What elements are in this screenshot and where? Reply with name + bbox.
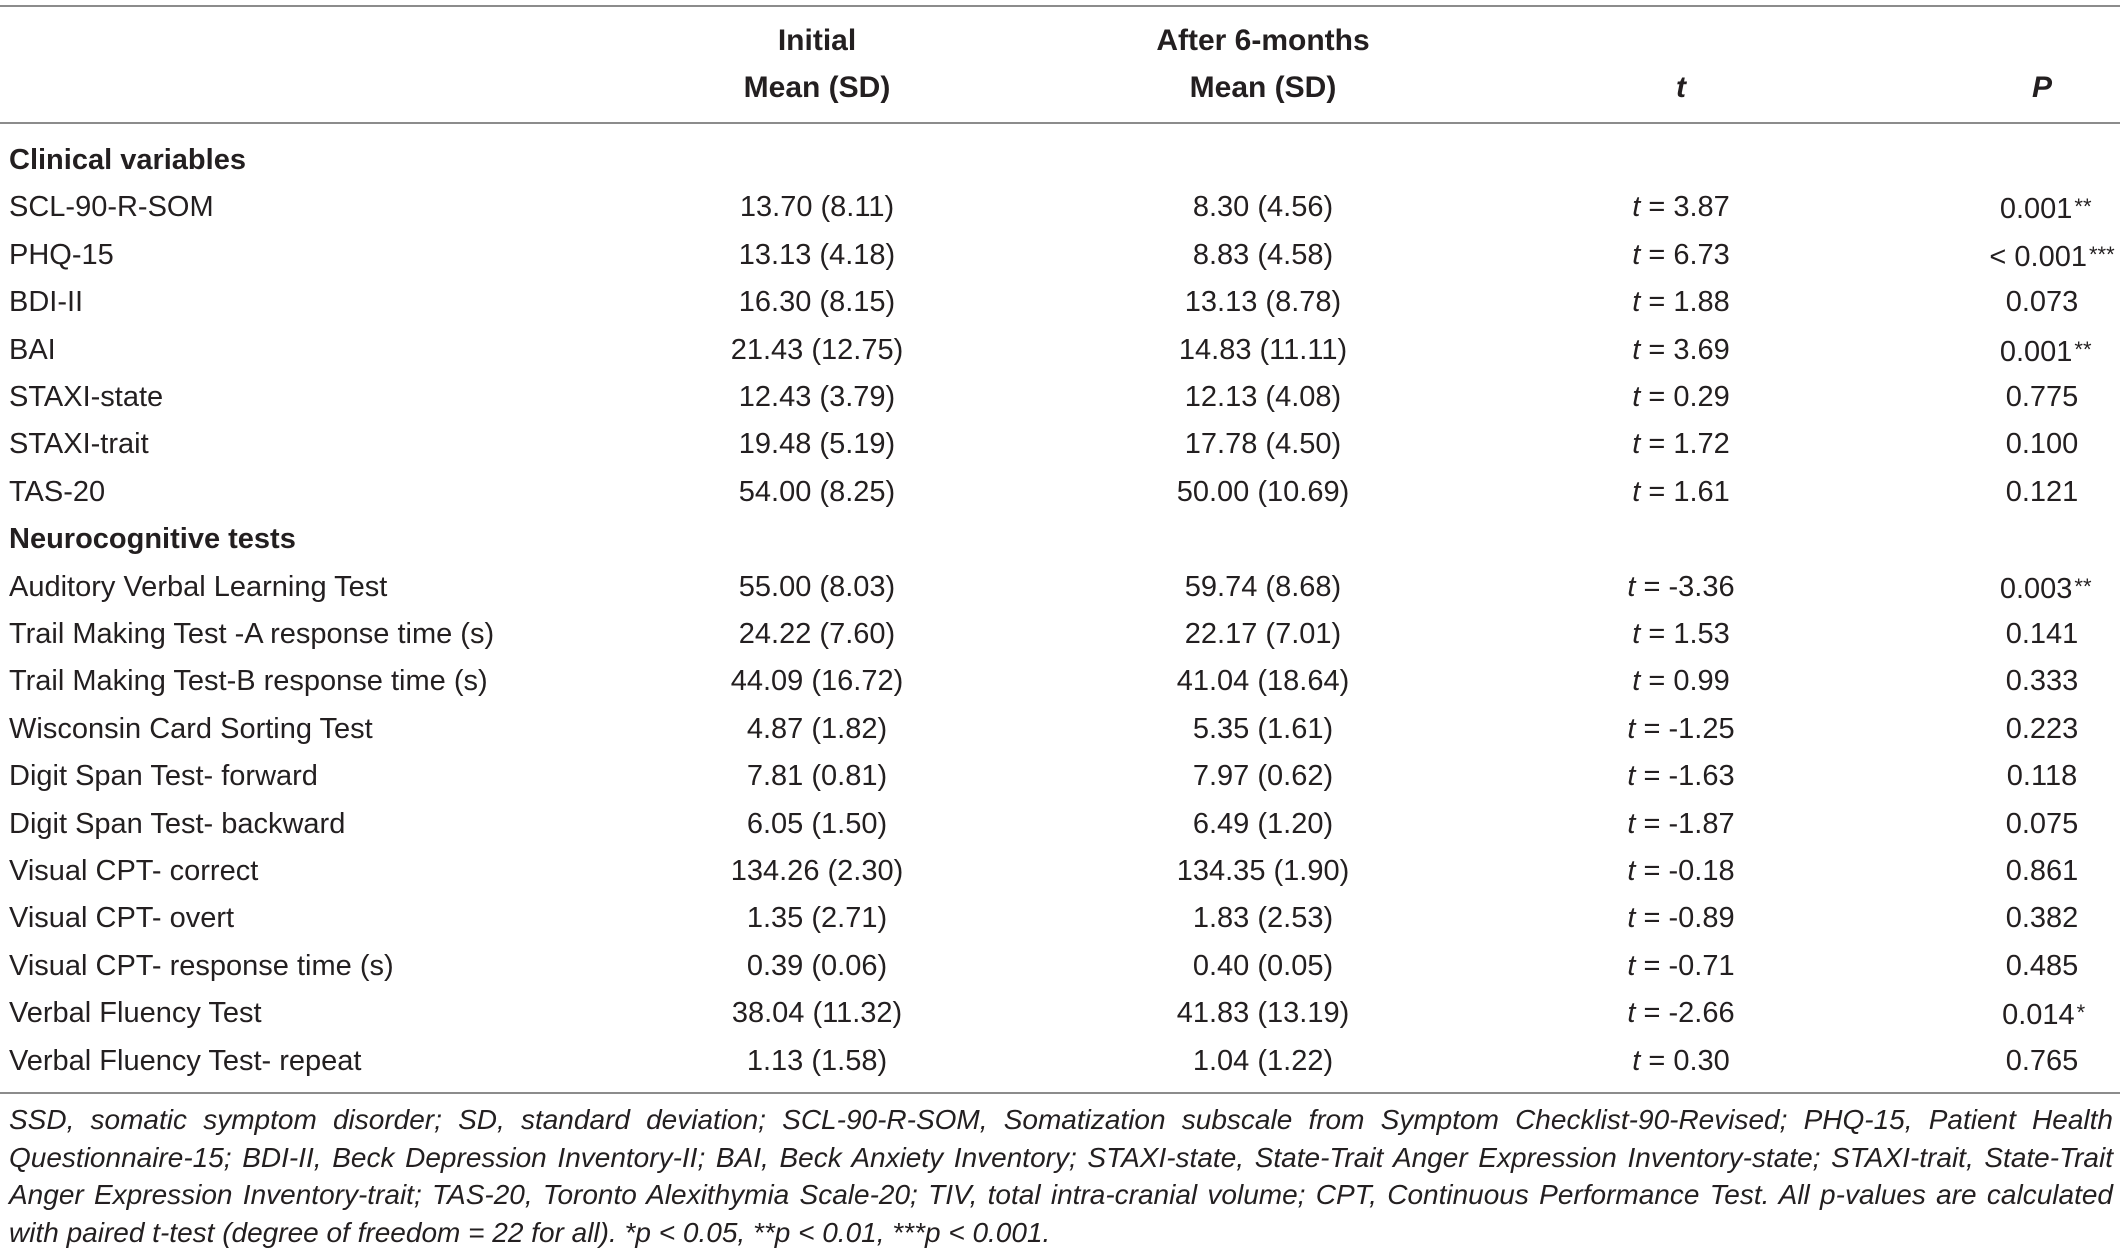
table-top-rule [0,5,2120,7]
after-value: 1.83 (2.53) [1192,902,1334,934]
row-label: TAS-20 [9,476,106,508]
after-value: 41.04 (18.64) [1176,665,1350,697]
row-label: Trail Making Test-B response time (s) [9,665,488,697]
t-equals: = [1640,618,1674,650]
t-symbol: t [1627,997,1636,1029]
after-value: 5.35 (1.61) [1192,713,1334,745]
t-value [1627,759,1734,793]
p-value [2006,1044,2079,1078]
t-equals: = [1635,713,1669,745]
p-value [2007,759,2077,793]
significance-stars: * [2076,1000,2086,1025]
t-value [1627,949,1734,983]
t-number: 1.53 [1673,618,1730,650]
t-equals: = [1635,902,1669,934]
p-number: 0.001 [1999,193,2073,225]
t-value [1632,190,1730,224]
p-number: 0.118 [2006,760,2078,792]
significance-stars: ** [2074,337,2092,362]
initial-value: 19.48 (5.19) [738,428,896,460]
table-bottom-rule [0,1092,2120,1094]
p-value [2006,807,2079,841]
after-value: 0.40 (0.05) [1192,950,1334,982]
p-number: 0.141 [2005,618,2079,650]
after-value: 22.17 (7.01) [1184,618,1342,650]
after-value: 13.13 (8.78) [1184,286,1342,318]
t-equals: = [1640,665,1674,697]
after-value: 14.83 (11.11) [1178,334,1348,366]
t-number: -2.66 [1668,997,1735,1029]
row-label: Digit Span Test- forward [9,760,318,792]
t-value [1632,475,1730,509]
significance-stars: ** [2074,194,2092,219]
t-equals: = [1635,571,1669,603]
t-number: 1.72 [1673,428,1730,460]
significance-stars: ** [2074,574,2092,599]
row-label: STAXI-state [9,381,164,413]
t-number: -1.63 [1668,760,1735,792]
after-value: 7.97 (0.62) [1192,760,1334,792]
header-initial-line2: Mean (SD) [743,71,891,104]
significance-stars: *** [2088,242,2115,267]
after-value: 8.83 (4.58) [1192,239,1334,271]
after-value: 59.74 (8.68) [1184,571,1342,603]
p-value [2006,427,2079,461]
t-symbol: t [1632,381,1641,413]
t-value [1627,712,1734,746]
t-symbol: t [1632,665,1641,697]
t-equals: = [1635,855,1669,887]
p-value [2002,996,2085,1032]
header-initial-line1: Initial [777,24,857,57]
p-value [1989,238,2114,274]
header-after-line2: Mean (SD) [1189,71,1337,104]
p-value [2006,949,2079,983]
row-label: Visual CPT- correct [9,855,259,887]
t-symbol: t [1632,428,1641,460]
initial-value: 16.30 (8.15) [738,286,896,318]
t-symbol: t [1632,476,1641,508]
after-value: 41.83 (13.19) [1176,997,1350,1029]
initial-value: 54.00 (8.25) [738,476,896,508]
row-label: Visual CPT- overt [9,902,235,934]
t-number: -1.87 [1668,808,1735,840]
t-equals: = [1640,381,1674,413]
initial-value: 1.13 (1.58) [746,1045,888,1077]
after-value: 8.30 (4.56) [1192,191,1334,223]
after-value: 6.49 (1.20) [1192,808,1334,840]
t-equals: = [1640,191,1674,223]
t-equals: = [1635,808,1669,840]
t-value [1632,427,1730,461]
t-symbol: t [1632,239,1641,271]
t-symbol: t [1632,191,1641,223]
row-label: Visual CPT- response time (s) [9,950,394,982]
t-symbol: t [1627,713,1636,745]
header-t: t [1676,71,1686,104]
t-number: -0.71 [1668,950,1735,982]
t-value [1627,996,1734,1030]
row-label: Verbal Fluency Test [9,997,262,1029]
row-label: Digit Span Test- backward [9,808,346,840]
row-label: Wisconsin Card Sorting Test [9,713,373,745]
table-footnote: SSD, somatic symptom disorder; SD, standard deviation; SCL-90-R-SOM, Somatization subscale from Symptom Checklist-90-Revised; PHQ-15, Patient Health Questionnaire-15; BDI-II, Beck Depression Inventory-II; BAI, Beck Anxiety Inventory; STAXI-state, State-Trait Anger Expression Inventory-state; STAXI-trait, State-Trait Anger Expression Inventory-trait; TAS-20, Toronto Alexithymia Scale-20; TIV, total intra-cranial volume; CPT, Continuous Performance Test. All p-values are calculated with paired t-test (degree of freedom = 22 for all). *p < 0.05, **p < 0.01, ***p < 0.001. [9,1104,2113,1248]
t-symbol: t [1627,760,1636,792]
t-equals: = [1640,239,1674,271]
t-equals: = [1640,286,1674,318]
t-number: 1.88 [1673,286,1730,318]
p-number: 0.075 [2005,808,2079,840]
initial-value: 7.81 (0.81) [746,760,888,792]
row-label: PHQ-15 [9,239,114,271]
initial-value: 38.04 (11.32) [731,997,903,1029]
header-after-line1: After 6-months [1156,24,1370,57]
p-value [2000,190,2092,226]
t-value [1632,380,1730,414]
p-number: 0.382 [2005,902,2079,934]
t-equals: = [1635,950,1669,982]
t-equals: = [1640,1045,1674,1077]
p-number: 0.765 [2005,1045,2079,1077]
p-number: 0.100 [2005,428,2079,460]
row-label: Verbal Fluency Test- repeat [9,1045,362,1077]
p-number: 0.001 [1999,336,2073,368]
row-label: Auditory Verbal Learning Test [9,571,388,603]
p-number: 0.121 [2005,476,2079,508]
initial-value: 12.43 (3.79) [738,381,896,413]
t-number: 0.30 [1673,1045,1730,1077]
after-value: 50.00 (10.69) [1176,476,1350,508]
after-value: 134.35 (1.90) [1176,855,1350,887]
t-symbol: t [1627,902,1636,934]
p-number: 0.014 [2002,999,2075,1031]
t-value [1632,238,1730,272]
t-number: 3.69 [1673,334,1730,366]
row-label: BDI-II [9,286,84,318]
t-number: 6.73 [1673,239,1730,271]
t-number: 1.61 [1673,476,1730,508]
t-symbol: t [1627,808,1636,840]
t-equals: = [1640,334,1674,366]
p-number: 0.223 [2005,713,2079,745]
t-value [1632,664,1730,698]
p-number: 0.003 [1999,573,2073,605]
initial-value: 13.70 (8.11) [739,191,895,223]
initial-value: 0.39 (0.06) [746,950,888,982]
t-value [1632,617,1730,651]
p-number: < 0.001 [1989,241,2087,273]
p-value [2006,712,2079,746]
p-number: 0.861 [2005,855,2079,887]
initial-value: 1.35 (2.71) [746,902,888,934]
t-equals: = [1635,997,1669,1029]
t-equals: = [1640,428,1674,460]
p-value [2000,570,2092,606]
p-number: 0.775 [2005,381,2079,413]
section-title: Clinical variables [9,144,246,176]
t-number: 0.99 [1673,665,1730,697]
after-value: 17.78 (4.50) [1184,428,1342,460]
after-value: 1.04 (1.22) [1192,1045,1334,1077]
t-symbol: t [1632,618,1641,650]
initial-value: 134.26 (2.30) [730,855,904,887]
t-symbol: t [1627,855,1636,887]
p-value [2000,333,2092,369]
t-symbol: t [1632,286,1641,318]
t-value [1632,285,1730,319]
t-symbol: t [1632,1045,1641,1077]
header-p: P [2031,71,2053,104]
t-number: -0.89 [1668,902,1735,934]
p-number: 0.073 [2005,286,2079,318]
t-symbol: t [1632,334,1641,366]
initial-value: 21.43 (12.75) [730,334,904,366]
p-value [2006,901,2079,935]
t-value [1627,570,1734,604]
initial-value: 55.00 (8.03) [738,571,896,603]
t-equals: = [1640,476,1674,508]
initial-value: 6.05 (1.50) [746,808,888,840]
p-value [2006,664,2079,698]
t-value [1632,333,1730,367]
p-number: 0.333 [2005,665,2079,697]
p-value [2006,475,2079,509]
t-value [1627,901,1734,935]
row-label: SCL-90-R-SOM [9,191,214,223]
row-label: STAXI-trait [9,428,149,460]
p-value [2006,380,2079,414]
t-value [1632,1044,1730,1078]
section-title: Neurocognitive tests [9,523,296,555]
row-label: Trail Making Test -A response time (s) [9,618,495,650]
after-value: 12.13 (4.08) [1184,381,1342,413]
row-label: BAI [9,334,56,366]
t-number: 0.29 [1673,381,1730,413]
t-number: 3.87 [1673,191,1730,223]
t-value [1627,807,1734,841]
initial-value: 24.22 (7.60) [738,618,896,650]
t-equals: = [1635,760,1669,792]
t-number: -1.25 [1668,713,1735,745]
t-number: -0.18 [1668,855,1735,887]
p-number: 0.485 [2005,950,2079,982]
t-symbol: t [1627,571,1636,603]
initial-value: 44.09 (16.72) [730,665,904,697]
initial-value: 13.13 (4.18) [738,239,896,271]
header-bottom-rule [0,122,2120,124]
initial-value: 4.87 (1.82) [746,713,888,745]
t-symbol: t [1627,950,1636,982]
p-value [2006,617,2079,651]
t-value [1627,854,1734,888]
t-number: -3.36 [1668,571,1735,603]
p-value [2006,854,2079,888]
p-value [2006,285,2079,319]
